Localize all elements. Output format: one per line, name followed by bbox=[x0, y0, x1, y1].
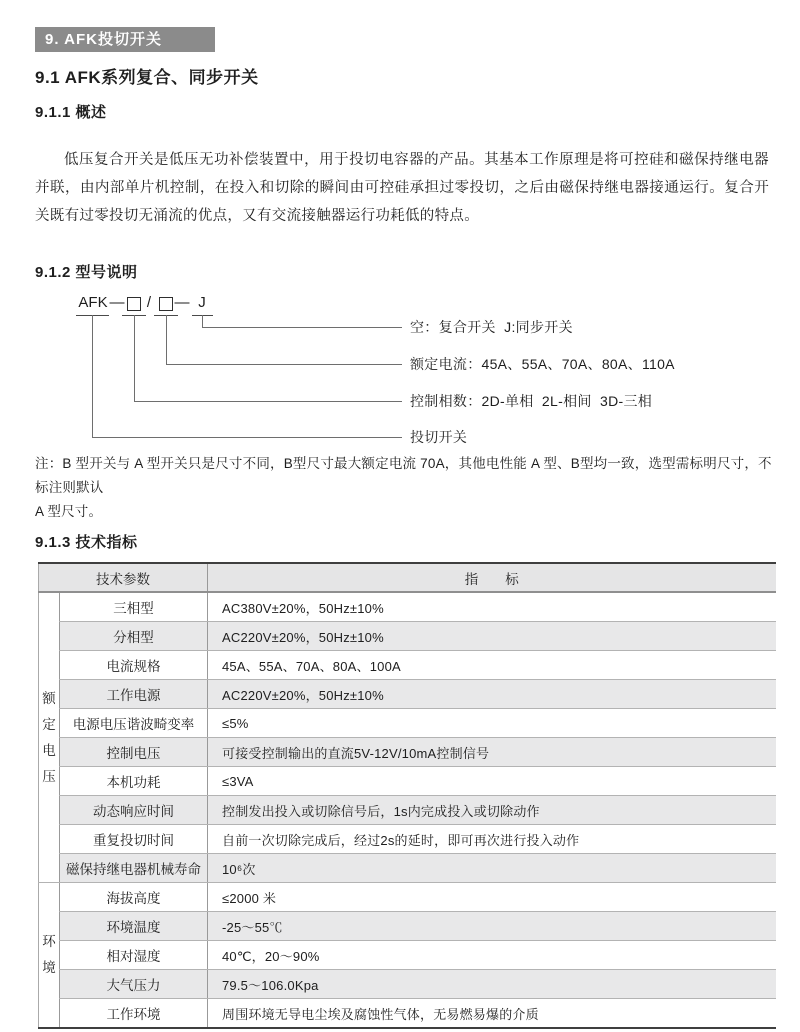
spec-row bbox=[39, 767, 776, 796]
group-label-rated-voltage: 额定电压 bbox=[39, 592, 60, 883]
section-title-9-1-1: 9.1.1 概述 bbox=[35, 104, 107, 121]
spec-value-cell: 可接受控制输出的直流5V-12V/10mA控制信号 bbox=[208, 738, 776, 767]
spec-value-cell: ≤3VA bbox=[208, 767, 776, 796]
technical-specs-table bbox=[38, 562, 776, 1029]
spec-row bbox=[39, 883, 776, 912]
group-label-environment: 环境 bbox=[39, 883, 60, 1029]
header-cell-value: 指 标 bbox=[208, 563, 776, 592]
spec-param-cell: 控制电压 bbox=[60, 738, 208, 767]
leader-vertical-box-1 bbox=[134, 315, 135, 401]
spec-row bbox=[39, 651, 776, 680]
header-cell-parameter: 技术参数 bbox=[39, 563, 208, 592]
spec-value-cell: 自前一次切除完成后，经过2s的延时，即可再次进行投入动作 bbox=[208, 825, 776, 854]
overview-paragraph: 低压复合开关是低压无功补偿装置中，用于投切电容器的产品。其基本工作原理是将可控硅和磁保持继电器并联，由内部单片机控制，在投入和切除的瞬间由可控硅承担过零投切，之后由磁保持继电器接通运行。复合开关既有过零投切无涌流的优点，又有交流接触器运行功耗低的特点。 bbox=[35, 152, 769, 224]
spec-value-cell: 79.5～106.0Kpa bbox=[208, 970, 776, 999]
spec-row bbox=[39, 592, 776, 622]
leader-vertical-box-2 bbox=[166, 315, 167, 364]
table-header-row bbox=[39, 563, 776, 592]
spec-value-cell: ≤2000 米 bbox=[208, 883, 776, 912]
spec-param-cell: 环境温度 bbox=[60, 912, 208, 941]
spec-row bbox=[39, 680, 776, 709]
leader-horizontal-box-2 bbox=[166, 364, 402, 365]
model-note-line-2: A 型尺寸。 bbox=[35, 504, 103, 519]
spec-value-cell: 周围环境无导电尘埃及腐蚀性气体，无易燃易爆的介质 bbox=[208, 999, 776, 1029]
spec-value-cell: 40℃，20～90% bbox=[208, 941, 776, 970]
spec-param-cell: 动态响应时间 bbox=[60, 796, 208, 825]
model-code-prefix: AFK bbox=[78, 294, 108, 311]
section-title-9-1: 9.1 AFK系列复合、同步开关 bbox=[35, 68, 259, 87]
callout-switch-name: 投切开关 bbox=[410, 429, 468, 445]
spec-row bbox=[39, 854, 776, 883]
leader-vertical-suffix bbox=[202, 315, 203, 327]
leader-horizontal-box-1 bbox=[134, 401, 402, 402]
spec-value-cell: ≤5% bbox=[208, 709, 776, 738]
spec-value-cell: AC380V±20%，50Hz±10% bbox=[208, 592, 776, 622]
spec-row bbox=[39, 622, 776, 651]
leader-horizontal-prefix bbox=[92, 437, 402, 438]
spec-param-cell: 大气压力 bbox=[60, 970, 208, 999]
spec-row bbox=[39, 709, 776, 738]
model-code-dash-2: — bbox=[174, 294, 190, 311]
spec-param-cell: 磁保持继电器机械寿命 bbox=[60, 854, 208, 883]
callout-control-phases: 控制相数：2D-单相 2L-相间 3D-三相 bbox=[410, 393, 653, 409]
spec-param-cell: 工作电源 bbox=[60, 680, 208, 709]
model-note-line-1: 注：B 型开关与 A 型开关只是尺寸不同，B型尺寸最大额定电流 70A，其他电性能 A 型、B型均一致，选型需标明尺寸，不标注则默认 bbox=[35, 456, 772, 495]
spec-value-cell: 45A、55A、70A、80A、100A bbox=[208, 651, 776, 680]
model-note bbox=[35, 452, 780, 524]
model-code-suffix: J bbox=[198, 294, 206, 311]
model-placeholder-box-1 bbox=[127, 297, 141, 311]
spec-param-cell: 电源电压谐波畸变率 bbox=[60, 709, 208, 738]
spec-value-cell: AC220V±20%，50Hz±10% bbox=[208, 622, 776, 651]
spec-value-cell: 控制发出投入或切除信号后，1s内完成投入或切除动作 bbox=[208, 796, 776, 825]
spec-param-cell: 三相型 bbox=[60, 592, 208, 622]
spec-row bbox=[39, 825, 776, 854]
spec-param-cell: 海拔高度 bbox=[60, 883, 208, 912]
spec-row bbox=[39, 912, 776, 941]
spec-row bbox=[39, 796, 776, 825]
callout-switch-type: 空：复合开关 J:同步开关 bbox=[410, 319, 573, 335]
chapter-banner: 9. AFK投切开关 bbox=[35, 27, 215, 52]
spec-row bbox=[39, 941, 776, 970]
model-placeholder-box-2 bbox=[159, 297, 173, 311]
model-code-dash-1: — bbox=[109, 294, 125, 311]
spec-param-cell: 分相型 bbox=[60, 622, 208, 651]
spec-row bbox=[39, 738, 776, 767]
spec-param-cell: 重复投切时间 bbox=[60, 825, 208, 854]
spec-param-cell: 电流规格 bbox=[60, 651, 208, 680]
spec-value-cell: 10⁶次 bbox=[208, 854, 776, 883]
spec-param-cell: 本机功耗 bbox=[60, 767, 208, 796]
leader-vertical-prefix bbox=[92, 315, 93, 437]
spec-param-cell: 工作环境 bbox=[60, 999, 208, 1029]
spec-value-cell: AC220V±20%，50Hz±10% bbox=[208, 680, 776, 709]
section-title-9-1-3: 9.1.3 技术指标 bbox=[35, 534, 138, 551]
spec-value-cell: -25～55℃ bbox=[208, 912, 776, 941]
spec-row bbox=[39, 999, 776, 1029]
spec-row bbox=[39, 970, 776, 999]
spec-param-cell: 相对湿度 bbox=[60, 941, 208, 970]
leader-horizontal-suffix bbox=[202, 327, 402, 328]
callout-rated-current: 额定电流：45A、55A、70A、80A、110A bbox=[410, 356, 675, 372]
model-code-slash: / bbox=[146, 294, 152, 311]
section-title-9-1-2: 9.1.2 型号说明 bbox=[35, 264, 138, 281]
